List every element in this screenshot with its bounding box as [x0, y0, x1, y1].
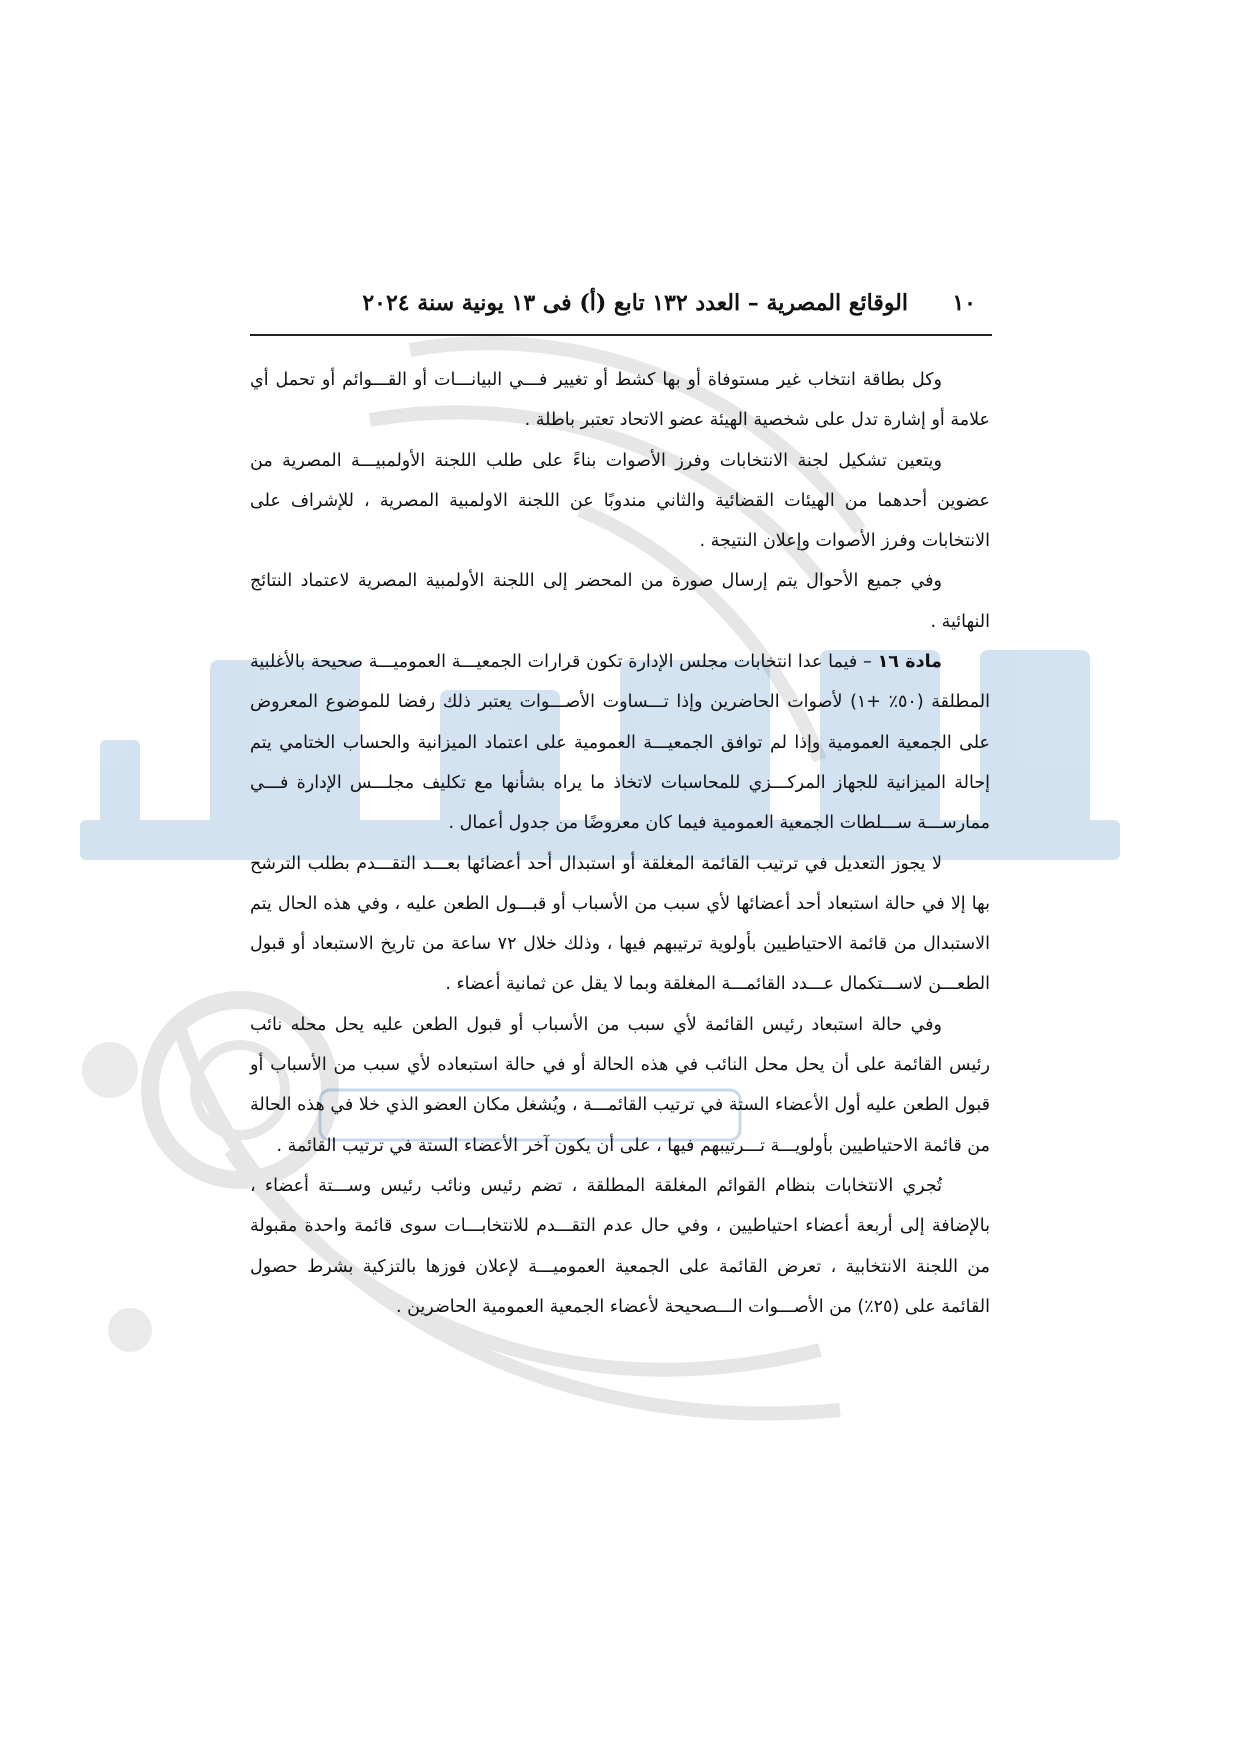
- paragraph: وفي جميع الأحوال يتم إرسال صورة من المحضر إلى اللجنة الأولمبية المصرية لاعتماد النتائج النهائية .: [250, 571, 990, 632]
- article-16-paragraph: [250, 642, 990, 843]
- page-header: [250, 282, 990, 334]
- paragraph: لا يجوز التعديل في ترتيب القائمة المغلقة أو استبدال أحد أعضائها بعـــد التقـــدم بطلب الترشح بها إلا في حالة استبعاد أحد أعضائها لأي سبب من الأسباب أو قبـــول الطعن عليه ، وفي هذه الحال يتم الاستبدال من قائمة الاحتياطيين بأولوية ترتيبهم فيها ، وذلك خلال ٧٢ ساعة من تاريخ الاستبعاد أو قبول الطعـــن لاســـتكمال عـــدد القائمـــة المغلقة وبما لا يقل عن ثمانية أعضاء .: [250, 853, 991, 995]
- article-label: مادة ١٦: [877, 652, 943, 673]
- paragraph: ويتعين تشكيل لجنة الانتخابات وفرز الأصوات بناءً على طلب اللجنة الأولمبيـــة المصرية من عضوين أحدهما من الهيئات القضائية والثاني مندوبًا عن اللجنة الاولمبية المصرية ، للإشراف على الانتخابات وفرز الأصوات وإعلان النتيجة .: [250, 450, 990, 552]
- article-16-text: – فيما عدا انتخابات مجلس الإدارة تكون قرارات الجمعيـــة العموميـــة صحيحة بالأغلبية المطلقة (٥٠٪ +١) لأصوات الحاضرين وإذا تـــساوت الأصـــوات يعتبر ذلك رفضا للموضوع المعروض على الجمعية العمومية وإذا لم توافق الجمعيـــة العمومية على اعتماد الميزانية والحساب الختامي يتم إحالة الميزانية للجهاز المركـــزي للمحاسبات لاتخاذ ما يراه بشأنها مع تكليف مجلـــس الإدارة فـــي ممارســـة ســـلطات الجمعية العمومية فيما كان معروضًا من جدول أعمال .: [250, 652, 990, 834]
- paragraph: تُجري الانتخابات بنظام القوائم المغلقة المطلقة ، تضم رئيس ونائب رئيس وســـتة أعضاء ، بالإضافة إلى أربعة أعضاء احتياطيين ، وفي حال عدم التقـــدم للانتخابـــات سوى قائمة واحدة مقبولة من اللجنة الانتخابية ، تعرض القائمة على الجمعية العموميـــة لإعلان فوزها بالتزكية بشرط حصول القائمة على (٢٥٪) من الأصـــوات الـــصحيحة لأعضاء الجمعية العمومية الحاضرين .: [250, 1175, 990, 1317]
- document-body: [250, 360, 990, 1327]
- paragraph: وكل بطاقة انتخاب غير مستوفاة أو بها كشط أو تغيير فـــي البيانـــات أو القـــوائم أو تحمل أي علامة أو إشارة تدل على شخصية الهيئة عضو الاتحاد تعتبر باطلة .: [250, 370, 990, 431]
- gazette-title: الوقائع المصرية – العدد ١٣٢ تابع (أ) فى ١٣ يونية سنة ٢٠٢٤: [362, 290, 908, 316]
- header-divider: [250, 334, 992, 336]
- paragraph: وفي حالة استبعاد رئيس القائمة لأي سبب من الأسباب أو قبول الطعن عليه يحل محله نائب رئيس القائمة على أن يحل محل النائب في هذه الحالة أو في حالة استبعاده لأي سبب من الأسباب أو قبول الطعن عليه أول الأعضاء الستة في ترتيب القائمـــة ، ويُشغل مكان العضو الذي خلا في هذه الحالة من قائمة الاحتياطيين بأولويـــة تـــرتيبهم فيها ، على أن يكون آخر الأعضاء الستة في ترتيب القائمة .: [250, 1014, 990, 1156]
- page-number: ١٠: [952, 290, 976, 316]
